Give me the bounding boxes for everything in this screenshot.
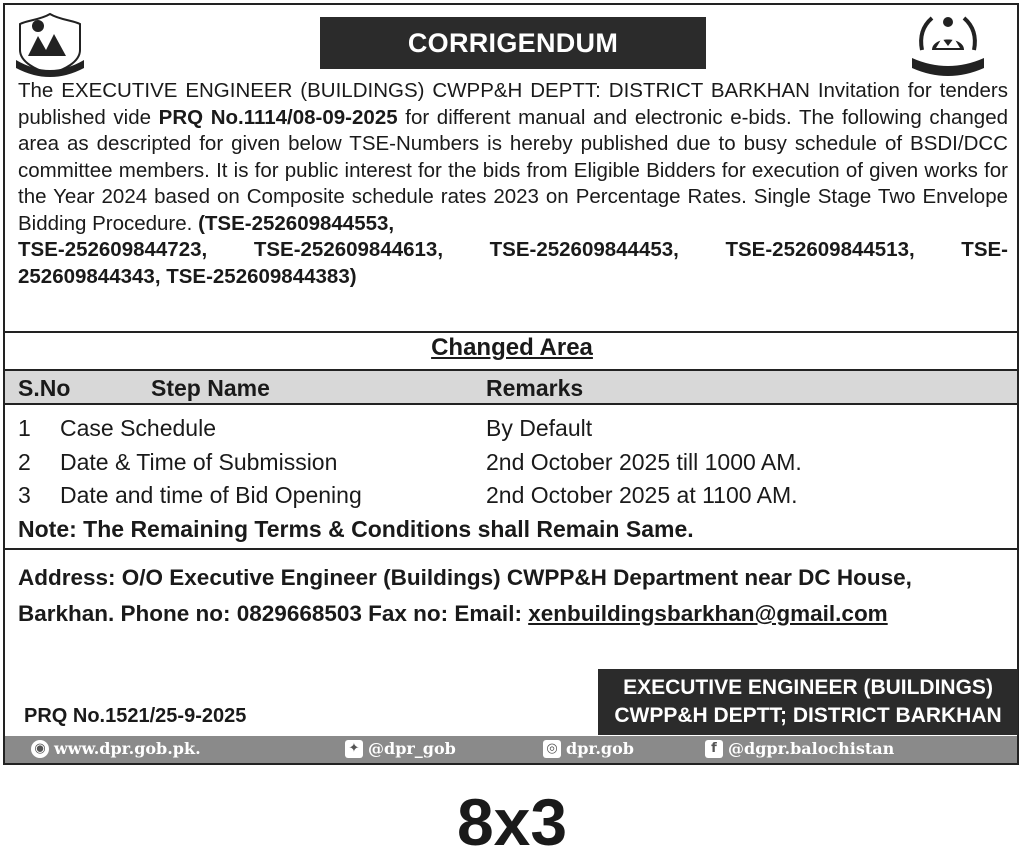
table-row: [0, 415, 1024, 447]
tse-list-line: TSE-252609844723, TSE-252609844613, TSE-252609844453, TSE-252609844513, TSE-: [18, 238, 1008, 261]
twitter-handle: @dpr_gob: [368, 739, 456, 758]
email-link[interactable]: xenbuildingsbarkhan@gmail.com: [528, 601, 888, 626]
intro-text-continued: for different manual and electronic e-bids. The following changed area as descripted for given below TSE-Numbers is hereby published due to busy schedule of BSDI/DCC committee members. It is for public interest for the bids from Eligible Bidders for execution of given works for the Year 2024 based on Composite schedule rates 2023 on Percentage Rates. Single Stage Two Envelope Bidding Procedure.: [18, 105, 1009, 235]
prq-reference: PRQ No.1114/08-09-2025: [158, 105, 398, 129]
facebook-icon: f: [705, 740, 723, 758]
row-step: Date and time of Bid Opening: [60, 482, 362, 508]
row-sno: 1: [18, 415, 31, 441]
column-header-remarks: Remarks: [486, 375, 584, 401]
footer-instagram[interactable]: [543, 739, 634, 758]
signature-line2: CWPP&H DEPTT; DISTRICT BARKHAN: [614, 704, 1002, 727]
row-remarks: 2nd October 2025 till 1000 AM.: [486, 449, 802, 475]
tse-list-start: (TSE-252609844553,: [198, 211, 395, 235]
government-emblem-right-icon: [908, 10, 988, 78]
footer-website[interactable]: [31, 739, 201, 758]
column-header-step: Step Name: [151, 375, 270, 401]
government-emblem-left-icon: [10, 10, 90, 78]
divider: [3, 548, 1017, 550]
footer-facebook[interactable]: [705, 739, 894, 758]
table-row: [0, 482, 1024, 514]
footer-bar: [5, 736, 1017, 763]
globe-icon: ◉: [31, 740, 49, 758]
address-block: [18, 560, 1008, 632]
intro-text: The EXECUTIVE ENGINEER (BUILDINGS) CWPP&H DEPTT: DISTRICT BARKHAN Invitation for tenders published vide: [18, 79, 1008, 129]
prq-number: PRQ No.1521/25-9-2025: [24, 705, 247, 727]
divider: [3, 331, 1017, 333]
contact-line: [18, 596, 1008, 632]
column-header-sno: S.No: [18, 375, 71, 401]
instagram-icon: ◎: [543, 740, 561, 758]
intro-paragraph: [18, 78, 1008, 290]
note-text: Note: The Remaining Terms & Conditions shall Remain Same.: [18, 516, 694, 542]
row-step: Case Schedule: [60, 415, 216, 441]
changed-area-heading: Changed Area: [431, 334, 593, 361]
ad-size-label: 8x3: [456, 785, 568, 859]
website-text: www.dpr.gob.pk.: [54, 739, 201, 758]
table-row: [0, 449, 1024, 481]
table-header: [5, 369, 1017, 405]
footer-twitter[interactable]: [345, 739, 456, 758]
tse-list-end: 252609844343, TSE-252609844383): [18, 264, 357, 288]
facebook-handle: @dgpr.balochistan: [728, 739, 895, 758]
row-sno: 2: [18, 449, 31, 475]
row-remarks: 2nd October 2025 at 1100 AM.: [486, 482, 798, 508]
instagram-handle: dpr.gob: [566, 739, 634, 758]
row-remarks: By Default: [486, 415, 593, 441]
contact-prefix: Barkhan. Phone no: 0829668503 Fax no: Email:: [18, 601, 529, 626]
address-line: Address: O/O Executive Engineer (Buildings) CWPP&H Department near DC House,: [18, 565, 912, 590]
row-sno: 3: [18, 482, 31, 508]
twitter-icon: ✦: [345, 740, 363, 758]
row-step: Date & Time of Submission: [60, 449, 338, 475]
signature-line1: EXECUTIVE ENGINEER (BUILDINGS): [623, 676, 993, 699]
signature-block: [598, 669, 1018, 735]
corrigendum-title: CORRIGENDUM: [320, 17, 706, 69]
